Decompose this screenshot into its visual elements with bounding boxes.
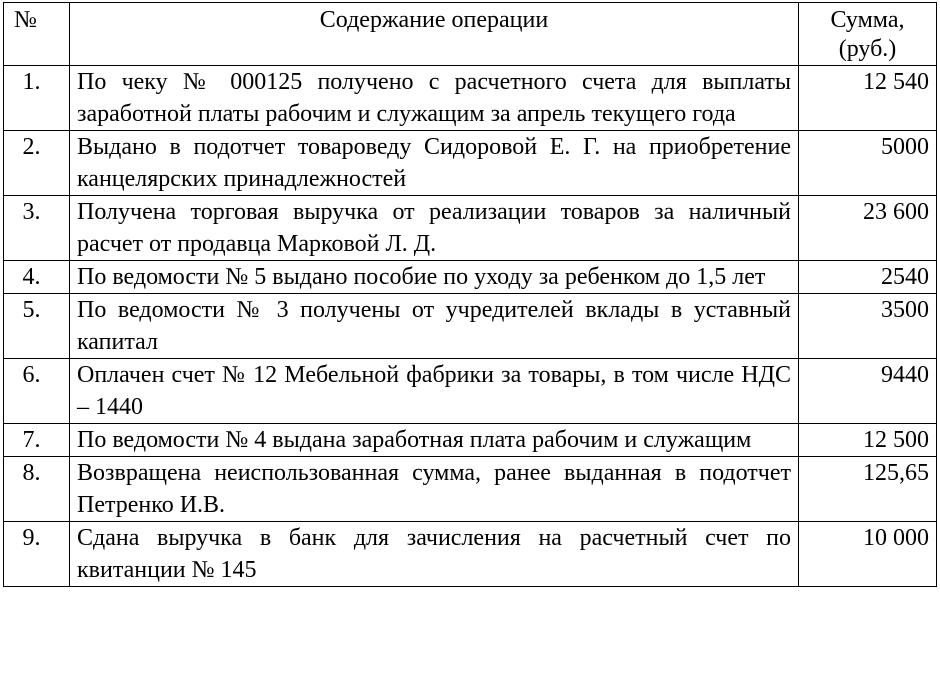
row-number: 3. (4, 196, 70, 261)
row-description: По ведомости № 5 выдано пособие по уходу за ребенком до 1,5 лет (70, 261, 799, 294)
table-body (4, 66, 937, 587)
table-row (4, 261, 937, 294)
row-description: По ведомости № 3 получены от учредителей вклады в уставный капитал (70, 294, 799, 359)
table-row (4, 131, 937, 196)
row-number: 9. (4, 522, 70, 587)
table-row (4, 522, 937, 587)
row-amount: 5000 (799, 131, 937, 196)
row-description: Оплачен счет № 12 Мебельной фабрики за товары, в том числе НДС – 1440 (70, 359, 799, 424)
row-number: 1. (4, 66, 70, 131)
table-header (4, 3, 937, 66)
row-amount: 12 500 (799, 424, 937, 457)
row-amount: 3500 (799, 294, 937, 359)
row-amount: 2540 (799, 261, 937, 294)
row-number: 4. (4, 261, 70, 294)
table-row (4, 196, 937, 261)
row-amount: 12 540 (799, 66, 937, 131)
row-number: 2. (4, 131, 70, 196)
row-number: 5. (4, 294, 70, 359)
row-description: По чеку № 000125 получено с расчетного счета для выплаты заработной платы рабочим и служащим за апрель текущего года (70, 66, 799, 131)
row-number: 6. (4, 359, 70, 424)
table-row (4, 424, 937, 457)
table-row (4, 294, 937, 359)
row-amount: 9440 (799, 359, 937, 424)
row-amount: 10 000 (799, 522, 937, 587)
header-description: Содержание операции (70, 3, 799, 66)
header-number: № (4, 3, 70, 66)
table-row (4, 457, 937, 522)
row-description: По ведомости № 4 выдана заработная плата рабочим и служащим (70, 424, 799, 457)
header-amount: Сумма, (руб.) (799, 3, 937, 66)
row-description: Получена торговая выручка от реализации товаров за наличный расчет от продавца Марковой Л. Д. (70, 196, 799, 261)
row-number: 7. (4, 424, 70, 457)
row-description: Возвращена неиспользованная сумма, ранее выданная в подотчет Петренко И.В. (70, 457, 799, 522)
operations-table (3, 2, 937, 587)
table-row (4, 66, 937, 131)
header-row (4, 3, 937, 66)
row-number: 8. (4, 457, 70, 522)
row-amount: 23 600 (799, 196, 937, 261)
row-description: Выдано в подотчет товароведу Сидоровой Е. Г. на приобретение канцелярских принадлежностей (70, 131, 799, 196)
row-description: Сдана выручка в банк для зачисления на расчетный счет по квитанции № 145 (70, 522, 799, 587)
row-amount: 125,65 (799, 457, 937, 522)
table-row (4, 359, 937, 424)
